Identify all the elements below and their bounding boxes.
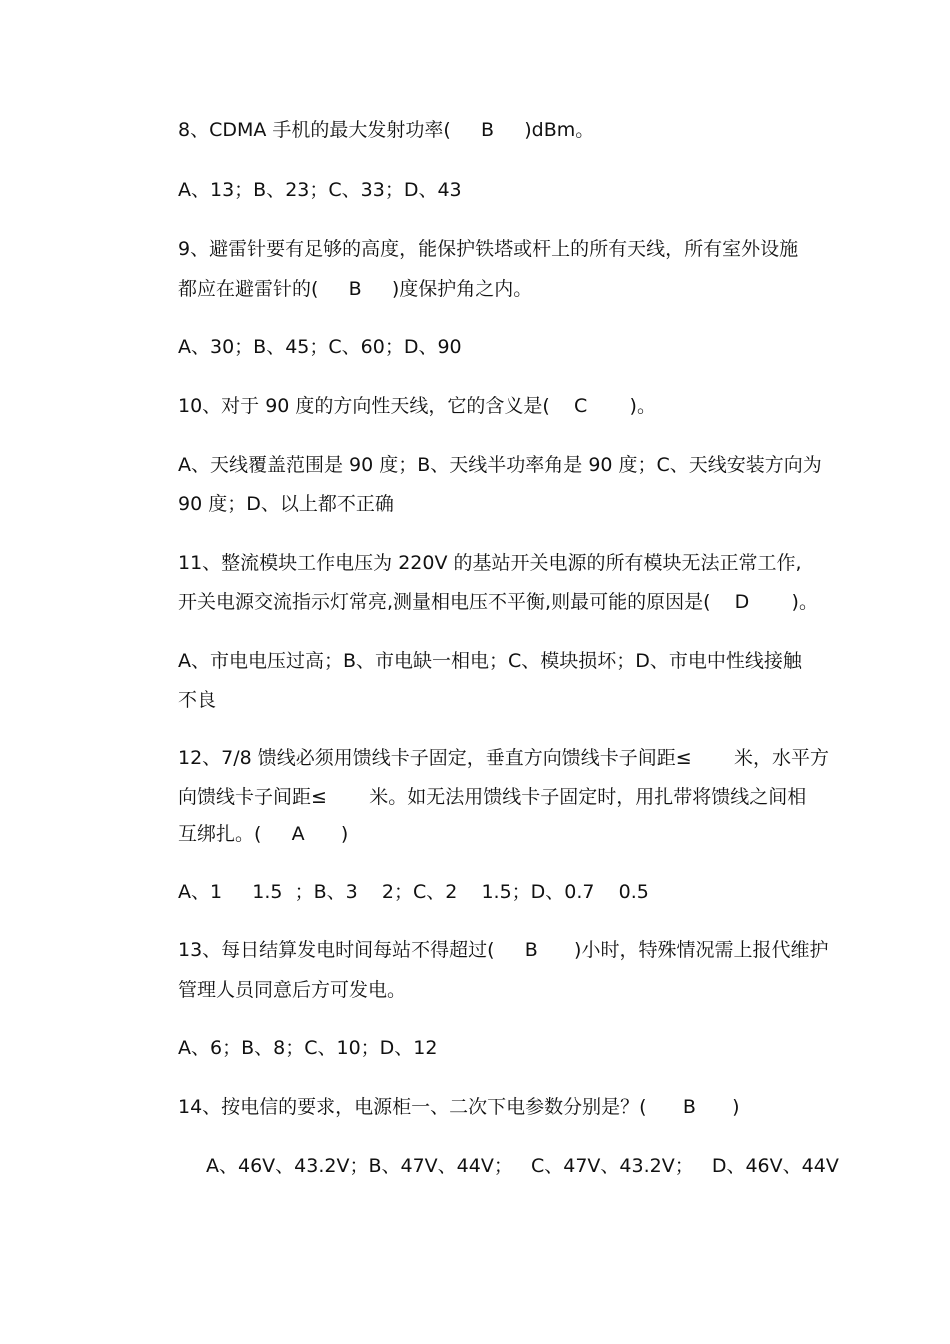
question-11-options-line-1: A、市电电压过高；B、市电缺一相电；C、模块损坏；D、市电中性线接触 [178, 650, 802, 672]
question-13-options: A、6；B、8；C、10；D、12 [178, 1037, 438, 1059]
question-12-text-line-3: 互绑扎。( A ) [178, 823, 349, 845]
question-10-options-line-1: A、天线覆盖范围是 90 度；B、天线半功率角是 90 度；C、天线安装方向为 [178, 454, 822, 476]
question-14-options: A、46V、43.2V；B、47V、44V； C、47V、43.2V； D、46V、44V [206, 1155, 839, 1177]
question-13-text-line-1: 13、每日结算发电时间每站不得超过( B )小时，特殊情况需上报代维护 [178, 939, 829, 961]
question-8-text: 8、CDMA 手机的最大发射功率( B )dBm。 [178, 119, 595, 141]
question-8-options: A、13；B、23；C、33；D、43 [178, 179, 462, 201]
question-12-text-line-1: 12、7/8 馈线必须用馈线卡子固定，垂直方向馈线卡子间距≤ 米，水平方 [178, 747, 829, 769]
question-12-text-line-2: 向馈线卡子间距≤ 米。如无法用馈线卡子固定时，用扎带将馈线之间相 [178, 786, 807, 808]
question-13-text-line-2: 管理人员同意后方可发电。 [178, 979, 407, 1001]
question-14-text: 14、按电信的要求，电源柜一、二次下电参数分别是？( B ) [178, 1096, 740, 1118]
question-12-options: A、1 1.5 ；B、3 2；C、2 1.5；D、0.7 0.5 [178, 881, 649, 903]
question-9-text-line-1: 9、避雷针要有足够的高度，能保护铁塔或杆上的所有天线，所有室外设施 [178, 238, 799, 260]
question-11-options-line-2: 不良 [178, 689, 217, 711]
question-9-text-line-2: 都应在避雷针的( B )度保护角之内。 [178, 278, 533, 300]
question-11-text-line-1: 11、整流模块工作电压为 220V 的基站开关电源的所有模块无法正常工作, [178, 552, 802, 574]
question-10-text: 10、对于 90 度的方向性天线，它的含义是( C )。 [178, 395, 656, 417]
question-11-text-line-2: 开关电源交流指示灯常亮,测量相电压不平衡,则最可能的原因是( D )。 [178, 591, 818, 613]
question-9-options: A、30；B、45；C、60；D、90 [178, 336, 462, 358]
question-10-options-line-2: 90 度；D、以上都不正确 [178, 493, 394, 515]
